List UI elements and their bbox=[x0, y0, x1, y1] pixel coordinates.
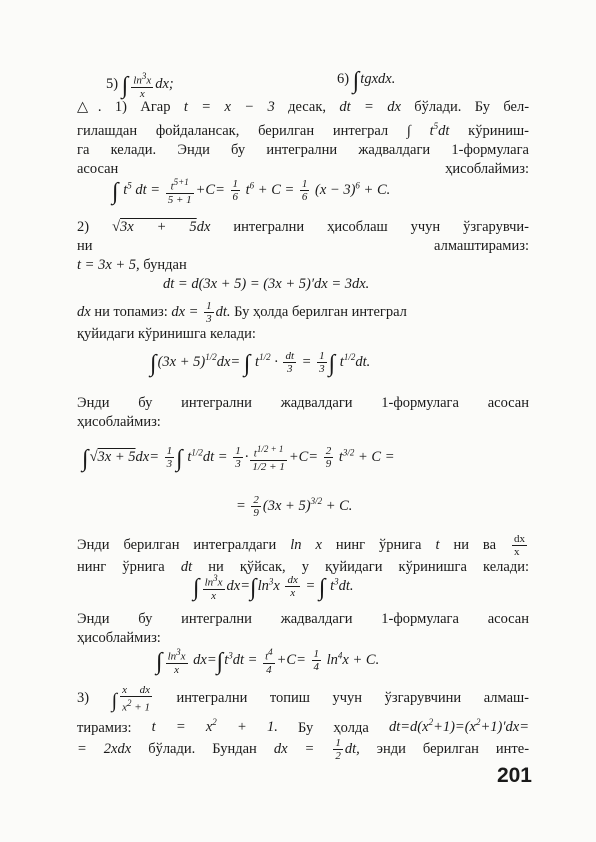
formula-3: $\int(3x + 5)^{1/2}dx=$ ∫ $t^{1/2}$ · $\frac{dt}{3}$ = $\frac{1}{3}$ ∫ $t^{1/2}dt$. bbox=[150, 350, 371, 377]
exercise-6: 6) ∫tgxdx. bbox=[337, 68, 396, 94]
exercise-5: 5) ∫ $\frac{\ln^3x}{x}$ dx; bbox=[106, 71, 174, 100]
paragraph-4: dx ни топамиз: dx = $\frac{1}{3}$ dt. Бу ҳолда берилган интеграл қуйидаги кўринишга келади: bbox=[77, 300, 407, 342]
formula-2: dt = d(3x + 5) = (3x + 5)′dx = 3dx. bbox=[163, 276, 370, 292]
paragraph-3: t = 3x + 5, бундан bbox=[77, 257, 187, 273]
paragraph-2: 2) √3x + 5dx интегрални ҳисоблаш учун ўзгарувчи- ни алмаштирамиз: bbox=[77, 219, 529, 254]
paragraph-8: 3) ∫ $\frac{\text{x dx}}{x^2 + 1}$ интегрални топиш учун ўзгарувчини алмаш- тирамиз: $t = x^2 + 1$. Бу ҳолда $dt=d(x^2+1)=(x^2+1)'dx=$ = 2xdx бўлади. Бундан dx = $\frac{1}{2}$ dt, энди берилган инте- bbox=[77, 684, 530, 763]
formula-4b: = $\frac{2}{9}$ $(3x + 5)^{3/2} + C$. bbox=[236, 494, 353, 519]
paragraph-6: Энди берилган интегралдаги ln x нинг ўрнига t ни ва $\frac{dx}{x}$ нинг ўрнига dt ни қўйсак, у қуйидаги кўринишга келади: bbox=[77, 533, 529, 575]
formula-1: ∫ $t^5$ dt = $\frac{t^{5+1}}{5 + 1}$ +C= $\frac{1}{6}$ $t^6 + C$ = $\frac{1}{6}$ $(x - 3)^6 + C$. bbox=[112, 177, 391, 206]
paragraph-1: △. 1) Агар t = x − 3 десак, dt = dx бўлади. Бу бел- гилашдан фойдалансак, берилган интеграл ∫ $t^5dt$ кўриниш- га келади. Энди бу интегрални жадвалдаги 1-формулага асосан ҳисоблаймиз: bbox=[77, 99, 530, 177]
item-6-label: 6) bbox=[337, 71, 350, 87]
formula-4: ∫√3x + 5dx= $\frac{1}{3}$ ∫ $t^{1/2}dt$ = $\frac{1}{3}$ · $\frac{t^{1/2 + 1}}{1/2 + 1}$ +C= $\frac{2}{9}$ $t^{3/2} + C$ = bbox=[82, 444, 395, 473]
paragraph-5: Энди бу интегрални жадвалдаги 1-формулага асосан ҳисоблаймиз: bbox=[77, 395, 529, 430]
formula-6: ∫ $\frac{\ln^3x}{x}$ $dx=\int t^3dt$ = $\frac{t^4}{4}$ +C= $\frac{1}{4}$ $\ln^4x + C$. bbox=[156, 647, 380, 676]
page-number: 201 bbox=[496, 764, 532, 787]
formula-5: ∫ $\frac{\ln^3x}{x}$ $dx=\int\ln^3x$ $\frac{dx}{x}$ = ∫ $t^3dt$. bbox=[193, 573, 354, 602]
item-5-label: 5) bbox=[106, 76, 119, 93]
paragraph-7: Энди бу интегрални жадвалдаги 1-формулага асосан ҳисоблаймиз: bbox=[77, 611, 529, 646]
